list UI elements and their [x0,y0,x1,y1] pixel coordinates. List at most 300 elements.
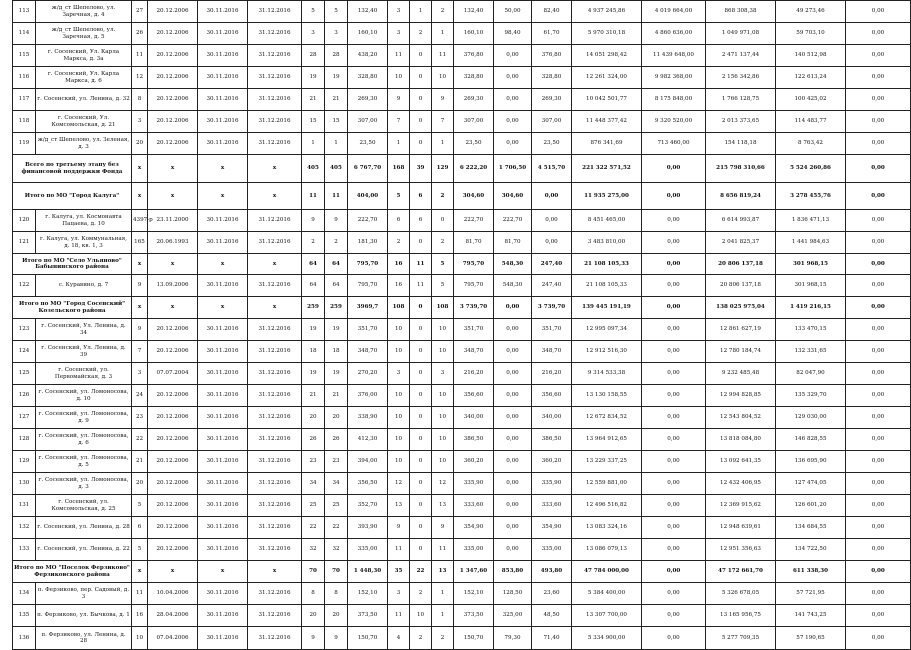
table-cell: 12 995 097,34 [572,319,642,341]
table-cell: 0,00 [642,429,706,451]
table-cell: 181,30 [348,232,388,254]
table-cell: 2 [410,583,432,605]
table-cell: 1 766 128,75 [706,89,776,111]
table-cell: 10 [388,319,410,341]
table-cell: 0,00 [642,605,706,627]
table-cell: 1 [325,133,348,155]
row-number: 132 [13,517,36,539]
table-cell: 134 684,55 [776,517,846,539]
table-cell: 0,00 [846,407,911,429]
table-cell: 30.11.2016 [198,429,248,451]
table-cell: 11 [132,45,148,67]
table-cell: 376,00 [348,385,388,407]
table-cell: 493,80 [532,561,572,583]
table-cell: 0,00 [846,451,911,473]
table-cell: 5 384 400,00 [572,583,642,605]
table-cell: 21 [302,89,325,111]
table-cell: 10 [388,407,410,429]
table-cell: 108 [432,297,454,319]
table-cell: 348,70 [348,341,388,363]
row-number: 136 [13,627,36,650]
table-cell: 10 [388,67,410,89]
table-cell: 6 222,20 [454,155,494,183]
table-cell: 138 025 975,04 [706,297,776,319]
table-cell: 216,20 [454,363,494,385]
table-row [13,451,911,473]
address-cell: г. Сосенский, ул. Комсомольская, д. 25 [36,495,132,517]
table-row [13,67,911,89]
table-cell: 0,00 [642,517,706,539]
table-cell: 12 994 828,85 [706,385,776,407]
table-cell: 0 [410,385,432,407]
table-cell: 8 175 848,00 [642,89,706,111]
table-cell: 168 [388,155,410,183]
table-cell: 0,00 [846,254,911,275]
table-cell: 0,00 [494,517,532,539]
table-cell: 340,00 [454,407,494,429]
table-cell: 10 [432,429,454,451]
table-cell: 152,10 [454,583,494,605]
table-cell: 10 [432,385,454,407]
table-cell: 12 861 627,19 [706,319,776,341]
row-number: 120 [13,210,36,232]
table-cell: 48,50 [532,605,572,627]
table-cell: 405 [302,155,325,183]
table-cell: x [198,155,248,183]
table-cell: 8 [325,583,348,605]
table-cell: 13 083 324,16 [572,517,642,539]
table-cell: 28 [325,45,348,67]
table-cell: x [132,183,148,210]
table-cell: 868 308,38 [706,1,776,23]
table-cell: 0,00 [642,363,706,385]
table-row [13,517,911,539]
table-cell: 247,40 [532,275,572,297]
table-cell: 57 721,95 [776,583,846,605]
table-cell: 30.11.2016 [198,133,248,155]
table-cell: 152,10 [348,583,388,605]
table-cell: 0,00 [494,539,532,561]
table-cell: 2 156 342,86 [706,67,776,89]
table-cell: 82,40 [532,1,572,23]
table-cell: 438,20 [348,45,388,67]
table-cell: 0,00 [846,495,911,517]
table-cell: 30.11.2016 [198,232,248,254]
table-cell: 11 [432,539,454,561]
table-cell: 25 [325,495,348,517]
housing-register-table [12,0,911,650]
table-cell: 31.12.2016 [248,133,302,155]
table-cell: 0,00 [494,363,532,385]
table-cell: 3 739,70 [532,297,572,319]
table-cell: 335,90 [454,473,494,495]
table-cell: 0,00 [846,67,911,89]
table-cell: 21 [325,385,348,407]
table-cell: 13 [388,495,410,517]
table-cell: 59 703,10 [776,23,846,45]
subtotal-label: Итого по МО "Город Калуга" [13,183,132,210]
table-cell: 127 474,05 [776,473,846,495]
table-cell: 0 [410,539,432,561]
table-cell: 0,00 [642,451,706,473]
table-cell: 10 [410,605,432,627]
table-cell: 9 [302,627,325,650]
table-cell: 31.12.2016 [248,539,302,561]
row-number: 121 [13,232,36,254]
table-cell: 0,00 [642,561,706,583]
table-cell: 325,00 [494,605,532,627]
table-cell: 3 [302,23,325,45]
address-cell: г. Сосенский, Ул. Карла Маркса, д. 3а [36,45,132,67]
table-cell: 64 [325,254,348,275]
table-cell: 126 601,20 [776,495,846,517]
row-number: 116 [13,67,36,89]
table-cell: 713 460,00 [642,133,706,155]
address-cell: п. Ферзиково, ул. Ленина, д. 28 [36,627,132,650]
address-cell: г. Сосенский, ул. Ломоносова, д. 9 [36,407,132,429]
table-cell: 5 [432,275,454,297]
table-cell: 9 [388,89,410,111]
table-cell: 0,00 [494,341,532,363]
table-cell: 3 483 810,00 [572,232,642,254]
subtotal-row [13,254,911,275]
table-cell: 64 [302,254,325,275]
table-cell: 20.12.2006 [148,319,198,341]
table-cell: 20.12.2006 [148,89,198,111]
table-cell: 31.12.2016 [248,605,302,627]
table-cell: 15 [302,111,325,133]
table-cell: 0,00 [494,429,532,451]
table-cell: 2 041 825,37 [706,232,776,254]
table-cell: 2 [302,232,325,254]
table-cell: 108 [388,297,410,319]
table-cell: 98,40 [494,23,532,45]
table-cell: 160,10 [454,23,494,45]
table-row [13,363,911,385]
table-row [13,385,911,407]
table-cell: 222,70 [348,210,388,232]
table-cell: 129 030,00 [776,407,846,429]
table-cell: 16 [132,605,148,627]
table-cell: 4 [388,627,410,650]
subtotal-row [13,297,911,319]
table-cell: 11 448 377,42 [572,111,642,133]
table-cell: 351,70 [532,319,572,341]
table-cell: 0,00 [494,297,532,319]
table-cell: 5 [132,539,148,561]
table-cell: 335,00 [454,539,494,561]
table-cell: 356,50 [348,473,388,495]
table-cell: 23 [302,451,325,473]
address-cell: г. Калуга, ул. Коммунальная, д. 18, кв. 1, 3 [36,232,132,254]
table-cell: 30.11.2016 [198,517,248,539]
table-cell: 23 [132,407,148,429]
table-cell: 20 [132,133,148,155]
table-cell: 0,00 [642,275,706,297]
table-row [13,111,911,133]
table-cell: 3 [132,363,148,385]
table-cell: 19 [325,67,348,89]
table-cell: 307,00 [348,111,388,133]
table-cell: 328,80 [348,67,388,89]
table-row [13,583,911,605]
table-cell: 165 [132,232,148,254]
table-cell: 0,00 [846,297,911,319]
table-cell: 30.11.2016 [198,1,248,23]
table-cell: 335,00 [532,539,572,561]
table-cell: 5 [132,495,148,517]
table-cell: 304,60 [454,183,494,210]
table-cell: 393,90 [348,517,388,539]
table-row [13,473,911,495]
table-cell: 5 970 310,18 [572,23,642,45]
table-cell: 394,00 [348,451,388,473]
table-cell: x [148,183,198,210]
table-cell: 23 [325,451,348,473]
row-number: 133 [13,539,36,561]
table-cell: 19 [325,319,348,341]
table-cell: 13 [432,495,454,517]
table-cell: 0,00 [846,1,911,23]
table-cell: 31.12.2016 [248,407,302,429]
table-cell: 13 165 956,75 [706,605,776,627]
address-cell: г. Сосенский, ул. Ломоносова, д. 5 [36,451,132,473]
table-cell: 1 706,50 [494,155,532,183]
table-cell: 11 [410,254,432,275]
subtotal-label: Итого по МО "Город Сосенский" Козельского района [13,297,132,319]
table-cell: 154 118,18 [706,133,776,155]
table-cell: 0,00 [846,275,911,297]
table-cell: 0,00 [846,210,911,232]
table-cell: 0 [410,319,432,341]
table-cell: 0,00 [642,155,706,183]
table-cell: 259 [325,297,348,319]
table-cell: 20 [325,407,348,429]
table-cell: 10 [388,341,410,363]
table-cell: 122 613,24 [776,67,846,89]
table-cell: 9 [302,210,325,232]
table-cell: 0,00 [846,89,911,111]
table-cell: 3 [388,363,410,385]
table-cell: 12 369 915,62 [706,495,776,517]
table-cell: 23,50 [532,133,572,155]
table-cell: 20 806 137,18 [706,275,776,297]
table-cell: 23,60 [532,583,572,605]
table-cell: 3 739,70 [454,297,494,319]
table-cell: 5 326 678,05 [706,583,776,605]
table-cell: 20.12.2006 [148,539,198,561]
table-cell: 10 [432,451,454,473]
table-cell: 19 [302,67,325,89]
table-cell: 1 347,60 [454,561,494,583]
table-cell: 31.12.2016 [248,23,302,45]
table-cell: 5 334 900,00 [572,627,642,650]
table-cell: 259 [302,297,325,319]
table-cell: 13 307 700,00 [572,605,642,627]
table-cell: 31.12.2016 [248,627,302,650]
table-cell: 5 524 260,86 [776,155,846,183]
table-row [13,1,911,23]
table-cell: 301 968,15 [776,254,846,275]
table-cell: 30.11.2016 [198,341,248,363]
table-cell: 20 [132,473,148,495]
table-cell: 795,70 [348,275,388,297]
table-cell: 4397-р [132,210,148,232]
table-cell: 50,00 [494,1,532,23]
table-cell: 31.12.2016 [248,583,302,605]
table-cell: 351,70 [454,319,494,341]
table-cell: 5 [432,254,454,275]
table-cell: 6 614 993,87 [706,210,776,232]
table-cell: 13 086 079,13 [572,539,642,561]
address-cell: г. Сосенский, ул. Ленина, д. 28 [36,517,132,539]
table-cell: 9 [432,89,454,111]
table-cell: 7 [388,111,410,133]
table-cell: 5 [302,1,325,23]
table-cell: 16 [388,254,410,275]
table-cell: 21 [132,451,148,473]
table-cell: 9 982 368,00 [642,67,706,89]
table-cell: x [198,183,248,210]
table-cell: 30.11.2016 [198,605,248,627]
table-cell: 301 968,15 [776,275,846,297]
table-cell: 0 [410,363,432,385]
table-cell: 70 [325,561,348,583]
table-cell: 11 [302,183,325,210]
table-cell: 548,30 [494,275,532,297]
table-cell: 31.12.2016 [248,473,302,495]
table-cell: 8 [132,89,148,111]
table-cell: 150,70 [348,627,388,650]
table-cell: 1 [410,1,432,23]
table-cell: 9 [432,517,454,539]
table-cell: 30.11.2016 [198,45,248,67]
table-cell: 31.12.2016 [248,89,302,111]
table-cell: 20.12.2006 [148,495,198,517]
table-cell: 3 [388,583,410,605]
table-cell: 8 763,42 [776,133,846,155]
table-cell: 0,00 [846,45,911,67]
table-cell: 4 019 664,00 [642,1,706,23]
table-cell: 31.12.2016 [248,45,302,67]
table-cell: 328,80 [532,67,572,89]
table-cell: 10 [388,429,410,451]
table-cell: 30.11.2016 [198,67,248,89]
table-row [13,319,911,341]
table-cell: 1 [432,583,454,605]
table-cell: 20.12.2006 [148,517,198,539]
table-cell: 386,50 [454,429,494,451]
table-cell: 30.11.2016 [198,23,248,45]
table-cell: 30.11.2016 [198,407,248,429]
address-cell: ж/д_ст Шепелово, ул. Заречная, д. 5 [36,23,132,45]
row-number: 131 [13,495,36,517]
table-cell: 47 172 661,70 [706,561,776,583]
subtotal-row [13,561,911,583]
table-cell: 0 [410,341,432,363]
table-cell: 356,60 [532,385,572,407]
table-row [13,23,911,45]
table-cell: x [198,254,248,275]
table-cell: 31.12.2016 [248,341,302,363]
table-cell: 129 [432,155,454,183]
table-cell: 373,50 [348,605,388,627]
table-cell: 20.12.2006 [148,407,198,429]
row-number: 114 [13,23,36,45]
table-cell: 0,00 [846,363,911,385]
table-cell: x [148,155,198,183]
table-cell: 7 [132,341,148,363]
table-cell: 222,70 [454,210,494,232]
table-cell: 0 [410,111,432,133]
table-cell: 61,70 [532,23,572,45]
table-cell: 70 [302,561,325,583]
table-cell: 12 496 516,82 [572,495,642,517]
table-cell: 0,00 [494,133,532,155]
table-cell: 23,50 [348,133,388,155]
row-number: 117 [13,89,36,111]
table-cell: 22 [302,517,325,539]
table-cell: 5 [388,183,410,210]
table-cell: 1 [432,23,454,45]
table-cell: 31.12.2016 [248,429,302,451]
table-cell: 0,00 [846,627,911,650]
table-cell: 22 [410,561,432,583]
table-cell: 146 828,55 [776,429,846,451]
table-cell: 335,00 [348,539,388,561]
table-cell: 27 [132,1,148,23]
table-cell: 0,00 [642,583,706,605]
register-sheet [12,0,890,650]
table-cell: 3 [132,111,148,133]
row-number: 127 [13,407,36,429]
table-cell: 12 [132,67,148,89]
row-number: 122 [13,275,36,297]
table-cell: 14 051 298,42 [572,45,642,67]
row-number: 126 [13,385,36,407]
table-cell: 0,00 [846,133,911,155]
table-cell: 4 515,70 [532,155,572,183]
address-cell: г. Сосенский, ул. Ломоносова, д. 3 [36,473,132,495]
address-cell: г. Сосенский, Ул. Ленина, д. 39 [36,341,132,363]
table-cell: 9 320 520,00 [642,111,706,133]
table-cell: x [248,155,302,183]
table-cell: 795,70 [348,254,388,275]
table-cell: 24 [132,385,148,407]
table-cell: 386,50 [532,429,572,451]
table-cell: x [248,297,302,319]
table-cell: 26 [325,429,348,451]
table-cell: 10 042 501,77 [572,89,642,111]
table-cell: 0 [432,210,454,232]
table-cell: 20 [302,605,325,627]
table-cell: 0,00 [642,183,706,210]
row-number: 135 [13,605,36,627]
table-cell: 1 448,30 [348,561,388,583]
table-cell: 30.11.2016 [198,210,248,232]
table-cell: 0 [410,133,432,155]
table-cell: 405 [325,155,348,183]
table-cell: 0,00 [642,627,706,650]
table-cell: 0,00 [494,451,532,473]
table-cell: 100 425,02 [776,89,846,111]
table-cell: 07.07.2004 [148,363,198,385]
table-cell: 0,00 [846,341,911,363]
table-cell: 221 322 571,52 [572,155,642,183]
table-cell: 31.12.2016 [248,1,302,23]
address-cell: г. Сосенский, Ул. Комсомольская, д. 21 [36,111,132,133]
table-cell: 0 [410,495,432,517]
